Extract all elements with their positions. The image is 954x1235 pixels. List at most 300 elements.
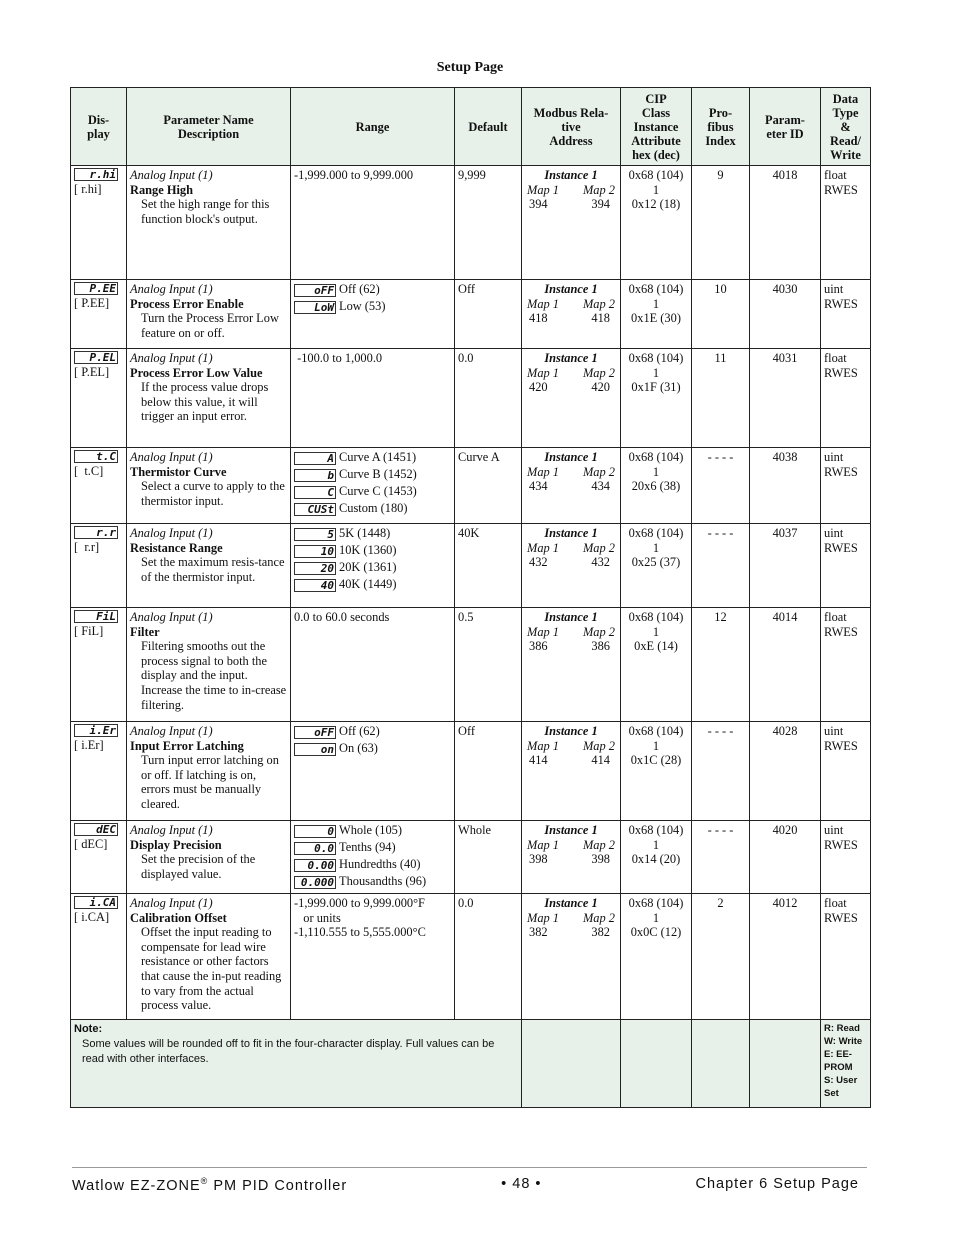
map1-label: Map 1 [527,910,560,925]
parameter-description: Turn the Process Error Low feature on or off. [141,311,279,340]
data-type: float [824,168,847,182]
lcd-display-icon: i.Er [74,724,118,737]
parameter-name: Process Error Enable [130,296,244,311]
option-label: Curve C (1453) [339,484,417,498]
profibus-cell [692,448,750,524]
lcd-display-icon: FiL [74,610,118,623]
range-option [294,467,451,484]
option-label: 10K (1360) [339,543,397,557]
cip-cell [621,166,692,280]
range-text: -1,999.000 to 9,999.000 [294,168,414,182]
parameter-description: Offset the input reading to compensate for lead wire resistance or other factors that cause the in-put reading to vary from the actual process value. [141,925,282,1013]
cip-attribute: 20x6 (38) [631,479,681,494]
modbus-instance: Instance 1 [544,610,598,624]
data-type: float [824,610,847,624]
option-label: 40K (1449) [339,577,397,591]
note-empty-cell [750,1020,821,1108]
parameter-cell [127,894,291,1020]
default-value: Whole [458,823,492,837]
lcd-display-icon: P.EL [74,351,118,364]
profibus-index: 12 [714,610,727,624]
default-value: Off [458,282,475,296]
legend-write: W: Write [824,1036,863,1047]
modbus-instance: Instance 1 [544,896,598,910]
param-id-cell [750,448,821,524]
map2-address: 418 [591,311,610,326]
param-id-cell [750,894,821,1020]
parameter-group: Analog Input (1) [130,526,213,540]
header-profibus: Pro- fibus Index [692,88,750,166]
read-write: RWES [824,738,858,753]
map1-address: 394 [529,197,548,212]
map1-address: 398 [529,852,548,867]
lcd-display-icon: P.EE [74,282,118,295]
map2-address: 414 [591,753,610,768]
cip-instance: 1 [652,296,660,311]
data-type-cell [821,166,871,280]
map1-address: 420 [529,380,548,395]
parameter-group: Analog Input (1) [130,724,213,738]
map2-address: 420 [591,380,610,395]
param-id-cell [750,349,821,448]
display-cell [71,608,127,722]
modbus-cell [522,894,621,1020]
lcd-option-icon: LoW [294,301,336,314]
parameter-id: 4020 [772,823,798,837]
default-value: Curve A [458,450,500,464]
map2-label: Map 2 [582,837,615,852]
default-cell [455,166,522,280]
param-id-cell [750,722,821,821]
parameter-id: 4037 [772,526,798,540]
display-code: [ P.EL] [74,365,110,379]
parameter-name: Thermistor Curve [130,464,227,479]
read-write: RWES [824,837,858,852]
lcd-display-icon: r.hi [74,168,118,181]
range-option [294,724,451,741]
profibus-index: - - - - [707,724,734,738]
footer-page-number: • 48 • [501,1176,542,1192]
range-option [294,526,451,543]
cip-cell [621,821,692,894]
display-cell [71,448,127,524]
read-write: RWES [824,540,858,555]
display-code: [ i.CA] [74,910,110,924]
parameter-cell [127,349,291,448]
map2-label: Map 2 [582,365,615,380]
parameter-group: Analog Input (1) [130,168,213,182]
profibus-cell [692,608,750,722]
lcd-display-icon: dEC [74,823,118,836]
lcd-display-icon: t.C [74,450,118,463]
modbus-cell [522,349,621,448]
range-option [294,823,451,840]
table-row [71,349,871,448]
option-label: 20K (1361) [339,560,397,574]
lcd-display-icon: r.r [74,526,118,539]
modbus-cell [522,821,621,894]
parameter-group: Analog Input (1) [130,282,213,296]
range-option [294,741,451,758]
display-cell [71,821,127,894]
option-label: Custom (180) [339,501,408,515]
modbus-instance: Instance 1 [544,450,598,464]
footer-right: Chapter 6 Setup Page [695,1176,859,1192]
cip-cell [621,524,692,608]
data-type-cell [821,349,871,448]
option-label: Curve B (1452) [339,467,417,481]
cip-cell [621,722,692,821]
data-type: float [824,351,847,365]
cip-class: 0x68 (104) [628,450,684,464]
table-row [71,448,871,524]
table-row [71,722,871,821]
option-label: Low (53) [339,299,386,313]
map2-address: 398 [591,852,610,867]
cip-cell [621,448,692,524]
parameter-name: Resistance Range [130,540,223,555]
lcd-option-icon: b [294,469,336,482]
cip-instance: 1 [652,464,660,479]
lcd-option-icon: oFF [294,726,336,739]
cip-class: 0x68 (104) [628,526,684,540]
modbus-cell [522,608,621,722]
map2-label: Map 2 [582,182,615,197]
cip-attribute: 0x1C (28) [630,753,682,768]
map2-label: Map 2 [582,296,615,311]
parameter-group: Analog Input (1) [130,450,213,464]
default-value: 40K [458,526,480,540]
cip-instance: 1 [652,910,660,925]
range-cell [291,166,455,280]
display-cell [71,349,127,448]
read-write: RWES [824,910,858,925]
cip-attribute: 0x25 (37) [631,555,681,570]
range-option [294,560,451,577]
cip-attribute: 0x12 (18) [631,197,681,212]
parameter-cell [127,608,291,722]
param-id-cell [750,166,821,280]
lcd-option-icon: CUSt [294,503,336,516]
modbus-cell [522,280,621,349]
map1-address: 432 [529,555,548,570]
cip-class: 0x68 (104) [628,823,684,837]
data-type: float [824,896,847,910]
parameter-group: Analog Input (1) [130,823,213,837]
map2-address: 382 [591,925,610,940]
lcd-option-icon: A [294,452,336,465]
data-type-cell [821,821,871,894]
option-label: Whole (105) [339,823,402,837]
data-type-cell [821,524,871,608]
data-type-cell [821,722,871,821]
header-cip: CIP Class Instance Attribute hex (dec) [621,88,692,166]
parameter-description: Filtering smooths out the process signal to both the display and the input. Increase the time to in-crease filtering. [141,639,287,712]
cip-class: 0x68 (104) [628,724,684,738]
cip-cell [621,894,692,1020]
map2-address: 432 [591,555,610,570]
parameter-id: 4014 [772,610,798,624]
lcd-option-icon: 0.000 [294,876,336,889]
range-option [294,874,451,891]
read-write: RWES [824,365,858,380]
parameter-name: Process Error Low Value [130,365,263,380]
display-code: [ P.EE] [74,296,110,310]
profibus-index: - - - - [707,450,734,464]
range-text: -1,110.555 to 5,555.000°C [294,925,426,940]
modbus-instance: Instance 1 [544,282,598,296]
legend-eeprom: E: EE-PROM [824,1049,853,1073]
data-type: uint [824,450,844,464]
cip-instance: 1 [652,182,660,197]
default-cell [455,821,522,894]
display-code: [ FiL] [74,624,104,638]
map1-address: 414 [529,753,548,768]
default-value: 9,999 [458,168,486,182]
modbus-cell [522,166,621,280]
range-cell [291,821,455,894]
range-text: 0.0 to 60.0 seconds [294,610,390,624]
modbus-cell [522,448,621,524]
display-code: [ i.Er] [74,738,104,752]
map2-label: Map 2 [582,540,615,555]
display-cell [71,722,127,821]
parameter-cell [127,448,291,524]
range-text: -100.0 to 1,000.0 [294,351,383,365]
cip-instance: 1 [652,837,660,852]
parameter-id: 4018 [772,168,798,182]
map1-address: 434 [529,479,548,494]
param-id-cell [750,608,821,722]
parameter-group: Analog Input (1) [130,896,213,910]
display-code: [ dEC] [74,837,108,851]
lcd-option-icon: C [294,486,336,499]
modbus-cell [522,722,621,821]
parameter-cell [127,821,291,894]
modbus-instance: Instance 1 [544,351,598,365]
cip-instance: 1 [652,624,660,639]
cip-cell [621,608,692,722]
parameter-cell [127,524,291,608]
modbus-instance: Instance 1 [544,823,598,837]
range-option [294,450,451,467]
parameter-id: 4031 [772,351,798,365]
range-text: -1,999.000 to 9,999.000°F [294,896,425,910]
legend-read: R: Read [824,1023,860,1034]
range-option [294,299,451,316]
param-id-cell [750,524,821,608]
table-row [71,821,871,894]
note-empty-cell [692,1020,750,1108]
cip-attribute: 0x1E (30) [631,311,681,326]
cip-instance: 1 [652,540,660,555]
range-text: or units [294,910,341,925]
read-write: RWES [824,182,858,197]
default-cell [455,524,522,608]
default-cell [455,722,522,821]
range-option [294,501,451,518]
data-type: uint [824,282,844,296]
map1-address: 418 [529,311,548,326]
map1-label: Map 1 [527,296,560,311]
option-label: Curve A (1451) [339,450,417,464]
option-label: Tenths (94) [339,840,396,854]
footer-divider [72,1167,867,1168]
cip-class: 0x68 (104) [628,351,684,365]
parameter-name: Range High [130,182,193,197]
parameter-cell [127,166,291,280]
map1-address: 382 [529,925,548,940]
modbus-instance: Instance 1 [544,526,598,540]
lcd-option-icon: 10 [294,545,336,558]
cip-class: 0x68 (104) [628,896,684,910]
rw-legend [821,1020,871,1108]
cip-cell [621,280,692,349]
range-cell [291,722,455,821]
range-cell [291,894,455,1020]
table-row [71,166,871,280]
lcd-display-icon: i.CA [74,896,118,909]
table-row [71,608,871,722]
cip-attribute: 0x1F (31) [631,380,681,395]
default-cell [455,608,522,722]
note-text: Some values will be rounded off to fit in the four-character display. Full values can be read with other interfaces. [82,1038,495,1065]
header-parameter: Parameter Name Description [127,88,291,166]
option-label: Thousandths (96) [339,874,427,888]
data-type-cell [821,280,871,349]
data-type: uint [824,526,844,540]
map2-address: 434 [591,479,610,494]
parameter-group: Analog Input (1) [130,351,213,365]
data-type-cell [821,608,871,722]
profibus-index: 9 [717,168,724,182]
cip-class: 0x68 (104) [628,610,684,624]
map1-label: Map 1 [527,464,560,479]
map2-label: Map 2 [582,464,615,479]
parameter-name: Calibration Offset [130,910,227,925]
map1-label: Map 1 [527,624,560,639]
modbus-cell [522,524,621,608]
display-code: [ r.hi] [74,182,102,196]
modbus-instance: Instance 1 [544,168,598,182]
lcd-option-icon: 40 [294,579,336,592]
map1-label: Map 1 [527,365,560,380]
range-option [294,484,451,501]
map1-label: Map 1 [527,837,560,852]
parameter-description: Set the high range for this function block's output. [141,197,270,226]
profibus-cell [692,894,750,1020]
lcd-option-icon: 20 [294,562,336,575]
cip-class: 0x68 (104) [628,168,684,182]
default-cell [455,894,522,1020]
display-code: [ t.C] [74,464,104,478]
profibus-index: 10 [714,282,727,296]
display-code: [ r.r] [74,540,100,554]
parameter-description: Select a curve to apply to the thermistor input. [141,479,285,508]
cip-instance: 1 [652,365,660,380]
display-cell [71,524,127,608]
note-title: Note: [74,1023,103,1035]
option-label: On (63) [339,741,378,755]
lcd-option-icon: 5 [294,528,336,541]
table-row [71,524,871,608]
parameter-name: Display Precision [130,837,222,852]
range-option [294,577,451,594]
range-cell [291,448,455,524]
read-write: RWES [824,624,858,639]
profibus-index: 2 [717,896,724,910]
parameter-group: Analog Input (1) [130,610,213,624]
header-display: Dis- play [71,88,127,166]
option-label: Hundredths (40) [339,857,421,871]
parameter-name: Input Error Latching [130,738,244,753]
option-label: Off (62) [339,282,380,296]
page-title: Setup Page [436,60,504,75]
profibus-cell [692,280,750,349]
range-option [294,857,451,874]
map2-label: Map 2 [582,738,615,753]
profibus-index: - - - - [707,526,734,540]
map2-address: 394 [591,197,610,212]
parameter-id: 4038 [772,450,798,464]
table-row [71,894,871,1020]
note-cell [71,1020,522,1108]
footer-left: Watlow EZ-ZONE® PM PID Controller [72,1176,348,1194]
legend-user-set: S: User Set [824,1075,858,1099]
profibus-index: - - - - [707,823,734,837]
parameter-description: Set the maximum resis-tance of the thermistor input. [141,555,285,584]
cip-attribute: 0x14 (20) [631,852,681,867]
param-id-cell [750,280,821,349]
map1-label: Map 1 [527,540,560,555]
option-label: 5K (1448) [339,526,391,540]
cip-cell [621,349,692,448]
profibus-cell [692,349,750,448]
parameter-name: Filter [130,624,160,639]
profibus-cell [692,524,750,608]
default-value: 0.5 [458,610,474,624]
profibus-cell [692,166,750,280]
lcd-option-icon: oFF [294,284,336,297]
range-cell [291,280,455,349]
data-type-cell [821,448,871,524]
cip-attribute: 0xE (14) [634,639,678,654]
lcd-option-icon: 0.00 [294,859,336,872]
setup-table [70,87,871,1108]
range-cell [291,524,455,608]
default-value: Off [458,724,475,738]
default-cell [455,349,522,448]
range-option [294,543,451,560]
profibus-cell [692,722,750,821]
range-cell [291,608,455,722]
display-cell [71,894,127,1020]
table-row [71,280,871,349]
map2-label: Map 2 [582,624,615,639]
cip-class: 0x68 (104) [628,282,684,296]
parameter-cell [127,722,291,821]
default-cell [455,280,522,349]
param-id-cell [750,821,821,894]
parameter-description: If the process value drops below this value, it will trigger an input error. [141,380,269,424]
note-empty-cell [522,1020,621,1108]
header-default: Default [455,88,522,166]
cip-attribute: 0x0C (12) [630,925,682,940]
range-option [294,282,451,299]
header-range: Range [291,88,455,166]
parameter-description: Turn input error latching on or off. If latching is on, errors must be manually cleared. [141,753,279,811]
data-type: uint [824,823,844,837]
